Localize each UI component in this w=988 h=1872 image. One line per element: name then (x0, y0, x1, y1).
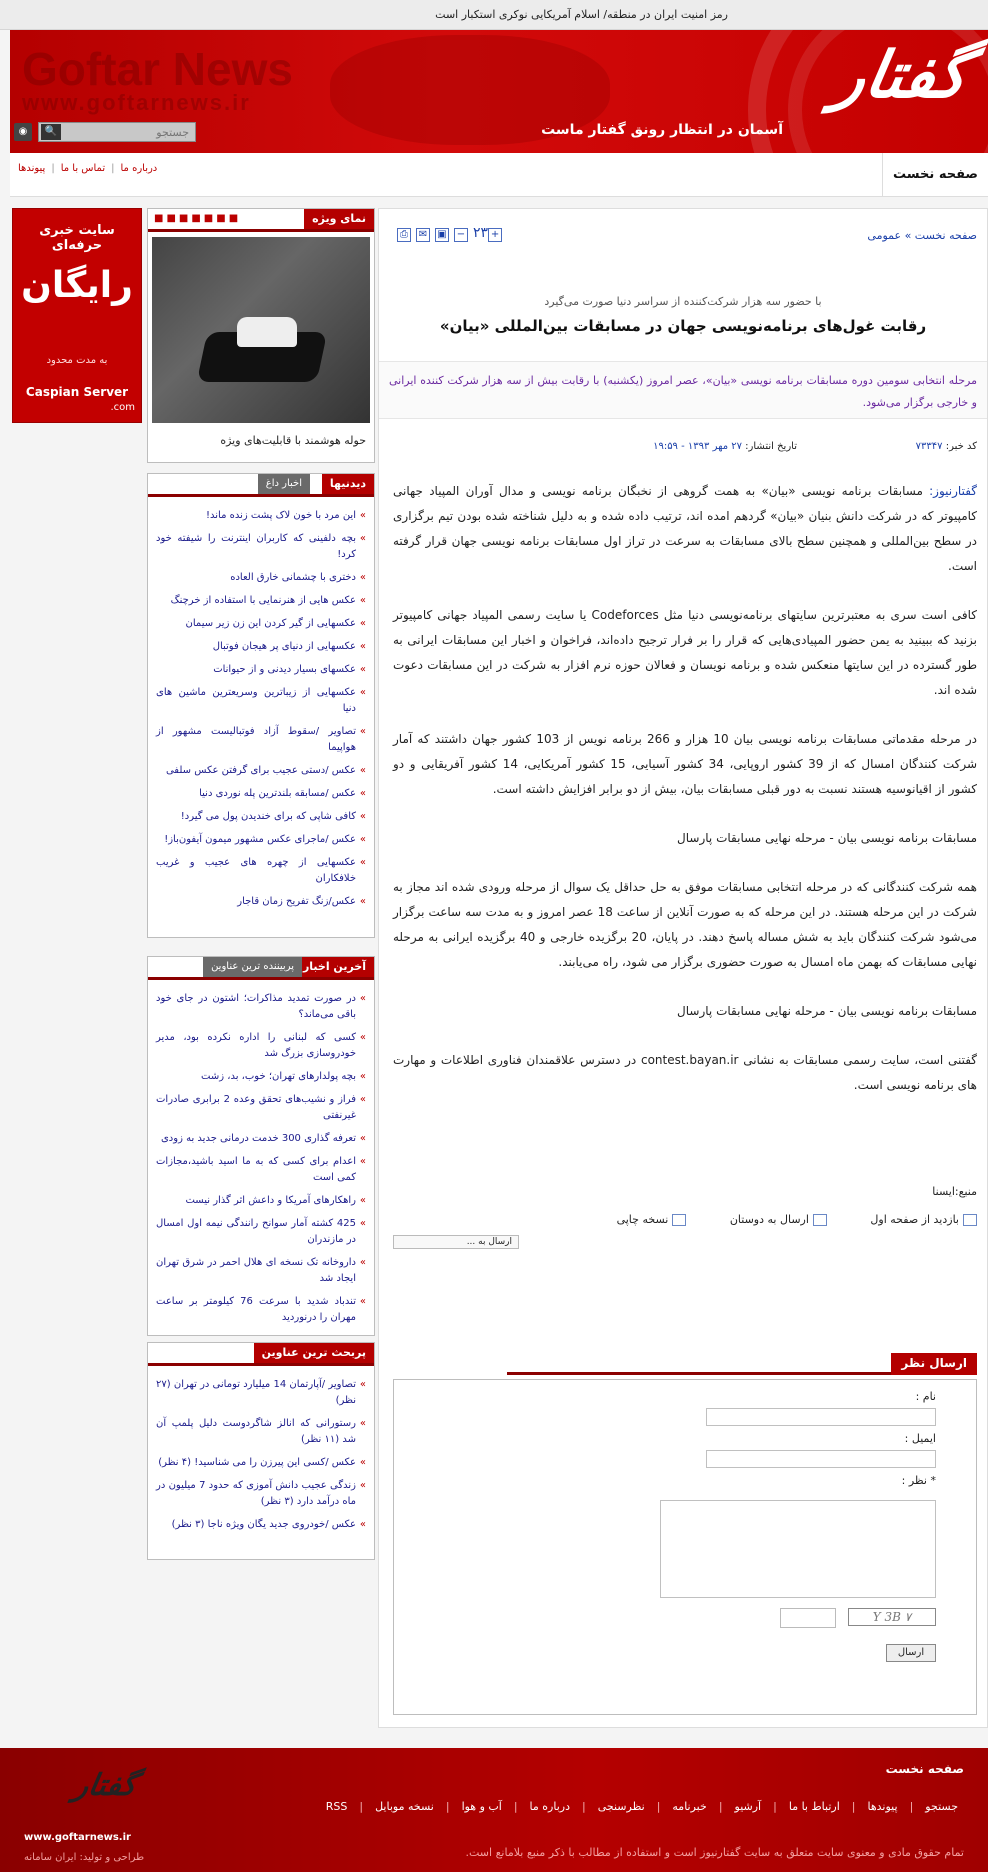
footer-separator: | (851, 1800, 856, 1813)
list-item[interactable]: » در صورت تمدید مذاکرات؛ اشتون در جای خود باقی می‌ماند؟ (156, 991, 366, 1023)
sights-box (147, 473, 375, 938)
footer-link[interactable]: آب و هوا (461, 1800, 502, 1813)
footer-separator: | (582, 1800, 586, 1813)
publish-date (653, 441, 797, 452)
rss-icon[interactable]: ◉ (14, 123, 32, 141)
home-visit-link[interactable] (850, 1213, 977, 1226)
news-code-value: ۷۳۳۴۷ (915, 441, 943, 452)
comment-heading-bar (507, 1353, 977, 1375)
search-icon: 🔍 (44, 126, 58, 137)
addthis-button[interactable]: ارسال به ... (393, 1235, 519, 1249)
list-item[interactable]: » این مرد با خون لاک پشت زنده ماند! (156, 508, 366, 524)
print-version-link[interactable] (597, 1213, 687, 1226)
top-nav (10, 153, 988, 197)
nav-separator: | (51, 163, 55, 174)
paragraph-text: مسابقات برنامه نویسی «بیان» به همت گروهی از نخبگان برنامه نویسی و مدال آوران المپیاد جهانی کامپیوتر که در شرکت دانش بنیان «بیان» گردهم امده اند، ترتیب داده شده و به دلیل شناخته شده بودن تیم برگزاری در سطح بین‌المللی و همچنین سطح بالای مسابقات به سرعت در تراز اول مسابقات برنامه نویسی جهان قرار گرفته است. (393, 484, 977, 573)
list-item[interactable]: » بچه پولدارهای تهران؛ خوب، بد، زشت (156, 1069, 366, 1085)
font-decrease-icon[interactable]: − (454, 228, 468, 242)
list-item[interactable]: » عکسهایی از زیباترین وسریعترین ماشین های دنیا (156, 685, 366, 717)
list-item[interactable]: » رستورانی که انالز شاگردوست دلیل پلمپ آن شد (۱۱ نظر) (156, 1416, 366, 1448)
share-links (577, 1213, 977, 1226)
footer-home-link[interactable]: صفحه نخست (885, 1762, 964, 1776)
list-item[interactable]: » تصاویر /آپارتمان 14 میلیارد تومانی در تهران (۲۷ نظر) (156, 1377, 366, 1409)
tab-underline (148, 494, 374, 497)
source-label[interactable]: گفتارنیوز: (929, 484, 977, 498)
list-item[interactable]: » دختری با چشمانی خارق العاده (156, 570, 366, 586)
list-item[interactable]: » زندگی عجیب دانش آموزی که حدود 7 میلیون در ماه درآمد دارد (۳ نظر) (156, 1478, 366, 1510)
ticker-text[interactable]: رمز امنیت ایران در منطقه/ اسلام آمریکایی نوکری استکبار است (435, 8, 728, 21)
list-item[interactable]: » تندباد شدید با سرعت 76 کیلومتر بر ساعت مهران را درنوردید (156, 1294, 366, 1326)
sidebar-column (147, 208, 375, 1560)
special-view-caption[interactable]: حوله هوشمند با قابلیت‌های ویژه (220, 434, 366, 447)
nav-link-links[interactable]: پیوندها (18, 163, 46, 174)
list-item[interactable]: » کافی شاپی که برای خندیدن پول می گیرد! (156, 809, 366, 825)
nav-separator: | (111, 163, 115, 174)
ad-line2: رایگان (21, 265, 133, 306)
most-discussed-list (156, 1377, 366, 1540)
ad-banner[interactable] (12, 208, 142, 423)
article-paragraph: در مرحله مقدماتی مسابقات برنامه نویسی بیان 10 هزار و 266 برنامه نویس از 103 کشور جهان داشتند که آمار شرکت کنندگان امسال که از 39 کشور اروپایی، 34 کشور آسیایی، 15 کشور آمریکایی، 14 کشور آفریقایی و دو کشور از اقیانوسیه هستند نسبت به دور قبلی مسابقات بیان، بیش از دو برابر افزایش داشته است. (393, 732, 978, 796)
image-caption: مسابقات برنامه نویسی بیان - مرحله نهایی مسابقات پارسال (677, 1004, 977, 1018)
list-item[interactable]: » تعرفه گذاری 300 خدمت درمانی جدید به زودی (156, 1131, 366, 1147)
article-pretitle: با حضور سه هزار شرکت‌کننده از سراسر دنیا صورت می‌گیرد (544, 295, 822, 308)
home-visit-label: بازدید از صفحه اول (870, 1213, 959, 1226)
ad-tld: .com (110, 402, 135, 413)
font-size-large-icon[interactable]: ۳ (480, 225, 489, 241)
ad-brand: Caspian Server (25, 385, 129, 399)
list-item[interactable]: » عکس /دستی عجیب برای گرفتن عکس سلفی (156, 763, 366, 779)
home-icon (963, 1214, 977, 1226)
captcha-image: Y 3B ٧ (848, 1608, 936, 1626)
site-header (10, 30, 988, 153)
special-view-box (147, 208, 375, 463)
article-paragraph (393, 479, 977, 579)
search-input[interactable] (75, 123, 195, 141)
search-form (38, 122, 196, 142)
list-item[interactable]: » اعدام برای کسی که به ما اسید باشید،مجازات کمی است (156, 1154, 366, 1186)
article-source: منبع:ایسنا (932, 1185, 977, 1198)
footer-copyright: تمام حقوق مادی و معنوی سایت متعلق به سایت گفتارنیوز است و استفاده از مطالب با ذکر منبع بلامانع است. (465, 1846, 964, 1859)
tab-sights[interactable]: دیدنیها (322, 474, 374, 494)
list-item[interactable]: » عکس /خودروی جدید یگان ویژه ناجا (۳ نظر) (156, 1517, 366, 1533)
footer-link[interactable]: نظرسنجی (597, 1800, 645, 1813)
footer-link[interactable]: درباره ما (529, 1800, 570, 1813)
article-body (393, 479, 977, 1122)
footer-separator: | (656, 1800, 661, 1813)
footer-logo[interactable]: گفتار (70, 1768, 140, 1803)
list-item[interactable]: » عکس/زنگ تفریح زمان قاجار (156, 894, 366, 910)
most-discussed-box (147, 1342, 375, 1560)
special-view-title: نمای ویژه (304, 209, 374, 229)
nav-home-link[interactable]: صفحه نخست (882, 153, 978, 197)
article-paragraph: کافی است سری به معتبرترین سایتهای برنامه‌نویسی دنیا مثل Codeforces یا سایت رسمی المپیاد جهانی کامپیوتر بزنید که ببینید به یمن حضور المپیادی‌هایی که قرار را بر فرار ترجیح داده‌اند، فراخوان و اخبار این مسابقات ایرانی به طور گسترده در این سایتها منعکس شده و برنامه نویسان و فعالان حوزه نرم افزار به شرکت در این مسابقات دعوت شده اند. (393, 608, 977, 697)
footer-url: www.goftarnews.ir (24, 1832, 131, 1843)
footer-links (320, 1800, 964, 1813)
nav-links (18, 163, 157, 174)
printer-icon (672, 1214, 686, 1226)
article-paragraph: گفتنی است، سایت رسمی مسابقات به نشانی contest.bayan.ir در دسترس علاقمندان فناوری اطلاعات و مهارت های برنامه نویسی است. (393, 1053, 977, 1092)
comment-form (393, 1379, 977, 1715)
captcha-input[interactable] (780, 1608, 836, 1628)
list-item[interactable]: » عکس هایی از هنرنمایی با استفاده از خرچنگ (156, 593, 366, 609)
list-item[interactable]: » داروخانه تک نسخه ای هلال احمر در شرق تهران ایجاد شد (156, 1255, 366, 1287)
ad-line1: سایت خبری حرفه‌ای (39, 223, 115, 253)
list-item[interactable]: » راهکارهای آمریکا و داعش اثر گذار نیست (156, 1193, 366, 1209)
footer-link[interactable]: خبرنامه (672, 1800, 707, 1813)
name-label: نام : (915, 1390, 936, 1403)
list-item[interactable]: » 425 کشته آمار سوانح رانندگی نیمه اول امسال در مازندران (156, 1216, 366, 1248)
special-view-image[interactable] (152, 237, 370, 423)
font-increase-icon[interactable]: + (488, 228, 502, 242)
sights-list (156, 508, 366, 917)
list-item[interactable]: » عکس /ماجرای عکس مشهور میمون آیفون‌باز! (156, 832, 366, 848)
list-item[interactable]: » عکس /کسی این پیرزن را می شناسید! (۴ نظر) (156, 1455, 366, 1471)
footer-separator: | (773, 1800, 777, 1813)
print-icon[interactable]: ⎙ (397, 228, 411, 242)
email-icon[interactable]: ✉ (416, 228, 430, 242)
footer-link[interactable]: جستجو (925, 1800, 958, 1813)
article-tools (397, 225, 507, 242)
footer-separator: | (359, 1800, 364, 1813)
footer-designer[interactable]: طراحی و تولید: ایران سامانه (24, 1852, 145, 1863)
title-underline (148, 229, 374, 232)
list-item[interactable]: » عکسهایی از گیر کردن این زن زیر سیمان (156, 616, 366, 632)
footer-link[interactable]: RSS (325, 1800, 348, 1813)
list-item[interactable]: » عکسهایی از چهره های عجیب و غریب خلافکاران (156, 855, 366, 887)
news-code (916, 441, 977, 452)
title-underline (148, 1363, 374, 1366)
list-item[interactable]: » بچه دلفینی که کاربران اینترنت را شیفته خود کرد! (156, 531, 366, 563)
email-friend-label: ارسال به دوستان (729, 1213, 809, 1226)
list-item[interactable]: » فراز و نشیب‌های تحقق وعده 2 برابری صادرات غیرنفتی (156, 1092, 366, 1124)
list-item[interactable]: » کسی که لبنانی را اداره نکرده بود، مدیر خودروسازی بزرگ شد (156, 1030, 366, 1062)
news-code-label: کد خبر: (945, 441, 977, 452)
decor-dots: ■■■■■■■ (154, 213, 242, 224)
site-footer (0, 1748, 988, 1872)
message-textarea[interactable] (660, 1500, 936, 1598)
tab-underline (148, 977, 374, 980)
publish-date-label: تاریخ انتشار: (745, 441, 797, 452)
email-field[interactable] (706, 1450, 936, 1468)
list-item[interactable]: » عکس /مسابقه بلندترین پله نوردی دنیا (156, 786, 366, 802)
nav-link-contact[interactable]: تماس با ما (60, 163, 106, 174)
email-friend-link[interactable] (710, 1213, 827, 1226)
save-icon[interactable]: ▣ (435, 228, 449, 242)
footer-separator: | (909, 1800, 914, 1813)
tab-hot-news[interactable]: اخبار داغ (258, 474, 310, 494)
footer-link[interactable]: پیوندها (867, 1800, 898, 1813)
email-label: ایمیل : (904, 1432, 936, 1445)
list-item[interactable]: » عکسهای بسیار دیدنی و از حیوانات (156, 662, 366, 678)
list-item[interactable]: » تصاویر /سقوط آزاد فوتبالیست مشهور از هواپیما (156, 724, 366, 756)
footer-link[interactable]: آرشیو (734, 1800, 762, 1813)
footer-separator: | (513, 1800, 518, 1813)
breadcrumb[interactable]: صفحه نخست » عمومی (867, 229, 977, 242)
list-item[interactable]: » عکسهایی از دنیای پر هیجان فوتبال (156, 639, 366, 655)
nav-link-about[interactable]: درباره ما (120, 163, 158, 174)
footer-separator: | (445, 1800, 450, 1813)
site-logo[interactable]: گفتار (828, 38, 975, 113)
article-title: رقابت غول‌های برنامه‌نویسی جهان در مسابقات بین‌المللی «بیان» (439, 317, 927, 335)
latest-news-box (147, 956, 375, 1336)
print-version-label: نسخه چاپی (616, 1213, 669, 1226)
name-field[interactable] (706, 1408, 936, 1426)
mail-icon (813, 1214, 827, 1226)
message-label: * نظر : (901, 1474, 936, 1487)
latest-news-list (156, 991, 366, 1333)
device-top-graphic (237, 317, 297, 347)
image-caption: مسابقات برنامه نویسی بیان - مرحله نهایی مسابقات پارسال (677, 831, 977, 845)
article-paragraph: همه شرکت کنندگانی که در مرحله انتخابی مسابقات موفق به حل حداقل یک سوال از مرحله ورودی شده اند مجاز به شرکت در این مرحله هستند. در این مرحله که به صورت آنلاین از ساعت 18 عصر امروز و به مدت سه ساعت برگزار می‌شود شرکت کنندگان باید به شش مساله پاسخ دهند. در پایان، 20 برگزیده خارجی و 40 برگزیده ایرانی به مرحله نهایی مسابقات که بهمن ماه امسال به صورت حضوری برگزار می شود، راه می‌یابند. (393, 880, 977, 969)
brand-watermark: Goftar News (22, 43, 293, 95)
article-lead: مرحله انتخابی سومین دوره مسابقات برنامه نویسی «بیان»، عصر امروز (یکشنبه) با رقابت بیش از سه هزار شرکت کننده ایرانی و خارجی برگزار می‌شود. (379, 361, 987, 419)
publish-date-value: ۲۷ مهر ۱۳۹۳ - ۱۹:۵۹ (653, 441, 742, 452)
tab-latest[interactable]: آخرین اخبار (295, 957, 374, 977)
footer-separator: | (718, 1800, 723, 1813)
search-button[interactable] (41, 124, 61, 140)
tab-most-viewed[interactable]: پربیننده ترین عناوین (203, 957, 302, 977)
brand-url-watermark: www.goftarnews.ir (22, 90, 251, 115)
submit-comment-button[interactable]: ارسال (886, 1644, 936, 1662)
site-slogan: آسمان در انتظار رونق گفتار ماست (541, 122, 783, 138)
footer-link[interactable]: نسخه موبایل (375, 1800, 434, 1813)
footer-link[interactable]: ارتباط با ما (788, 1800, 840, 1813)
most-discussed-title: پربحث ترین عناوین (254, 1343, 374, 1363)
comment-heading: ارسال نظر (891, 1353, 977, 1375)
font-size-small-icon[interactable]: ۲ (473, 225, 481, 241)
ad-line3: به مدت محدود (46, 355, 108, 366)
news-ticker[interactable] (0, 0, 988, 30)
article-column (378, 208, 988, 1728)
